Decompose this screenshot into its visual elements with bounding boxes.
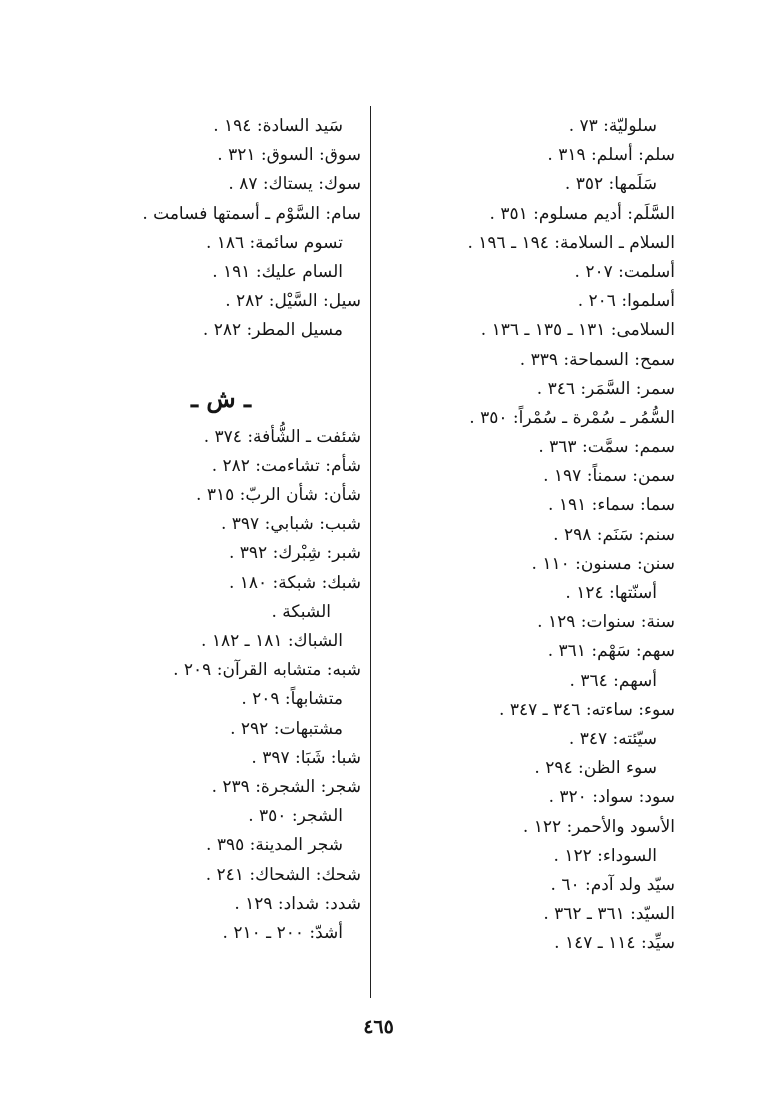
index-entry: سمن: سمناً: ١٩٧ . bbox=[543, 466, 675, 487]
index-entry: سلم: أسلم: ٣١٩ . bbox=[547, 145, 675, 166]
index-entry: أسنّتها: ١٢٤ . bbox=[565, 583, 657, 603]
index-entry: سمح: السماحة: ٣٣٩ . bbox=[519, 349, 675, 370]
index-entry: شئفت ـ الشُّأفة: ٣٧٤ . bbox=[203, 426, 361, 447]
page-number: ٤٦٥ bbox=[363, 1016, 394, 1038]
index-entry: السوداء: ١٢٢ . bbox=[553, 845, 657, 866]
index-group-seen bbox=[101, 112, 361, 346]
index-group-sheen bbox=[101, 423, 361, 948]
index-entry: سَيد السادة: ١٩٤ . bbox=[213, 116, 343, 136]
index-entry: الأسود والأحمر: ١٢٢ . bbox=[522, 816, 675, 837]
index-entry: سهم: سَهْم: ٣٦١ . bbox=[547, 641, 675, 662]
index-entry: شأن: شأن الربّ: ٣١٥ . bbox=[196, 485, 361, 506]
index-entry: مسيل المطر: ٢٨٢ . bbox=[202, 320, 343, 341]
index-entry: سنن: مسنون: ١١٠ . bbox=[531, 553, 675, 574]
index-entry: سَلَمها: ٣٥٢ . bbox=[564, 174, 657, 195]
index-entry: الشجر: ٣٥٠ . bbox=[248, 806, 343, 827]
index-entry: سام: السَّوْم ـ أسمتها فسامت . bbox=[142, 203, 361, 224]
index-entry: سوك: يستاك: ٨٧ . bbox=[228, 174, 361, 195]
index-entry: مشتبهات: ٢٩٢ . bbox=[230, 718, 343, 739]
index-entry: شجر المدينة: ٣٩٥ . bbox=[206, 835, 343, 856]
index-entry: أسلمت: ٢٠٧ . bbox=[574, 261, 675, 282]
index-entry: الشباك: ١٨١ ـ ١٨٢ . bbox=[201, 631, 343, 651]
index-entry: سنة: سنوات: ١٢٩ . bbox=[537, 612, 675, 633]
index-entry: سوء الظن: ٢٩٤ . bbox=[534, 758, 657, 779]
index-entry: سوق: السوق: ٣٢١ . bbox=[217, 145, 361, 166]
index-entry: سيّئته: ٣٤٧ . bbox=[568, 728, 657, 749]
index-entry: أشدّ: ٢٠٠ ـ ٢١٠ . bbox=[222, 922, 343, 943]
index-entry: السلام ـ السلامة: ١٩٤ ـ ١٩٦ . bbox=[467, 232, 675, 253]
index-entry: شجر: الشجرة: ٢٣٩ . bbox=[211, 776, 361, 797]
index-entry: شدد: شداد: ١٢٩ . bbox=[234, 893, 361, 914]
index-entry: أسهم: ٣٦٤ . bbox=[569, 670, 657, 691]
index-entry: شحك: الشحاك: ٢٤١ . bbox=[205, 864, 361, 885]
index-entry: الشبكة . bbox=[271, 601, 331, 622]
index-entry: شبا: شَبَا: ٣٩٧ . bbox=[251, 747, 361, 768]
index-entry: شبك: شبكة: ١٨٠ . bbox=[228, 572, 361, 593]
index-entry: سمم: سمَّت: ٣٦٣ . bbox=[538, 437, 675, 458]
index-entry: السُّمُر ـ سُمْرة ـ سُمْراً: ٣٥٠ . bbox=[469, 407, 675, 428]
index-entry: سود: سواد: ٣٢٠ . bbox=[548, 787, 675, 808]
index-entry: متشابهاً: ٢٠٩ . bbox=[241, 689, 343, 710]
index-entry: شأم: تشاءمت: ٢٨٢ . bbox=[211, 455, 361, 476]
index-entry: شبه: متشابه القرآن: ٢٠٩ . bbox=[173, 660, 361, 681]
index-column-right bbox=[375, 112, 675, 958]
index-entry: السام عليك: ١٩١ . bbox=[212, 261, 343, 282]
index-entry: سيل: السَّيْل: ٢٨٢ . bbox=[225, 291, 361, 312]
index-entry: سنم: سَنَم: ٢٩٨ . bbox=[553, 524, 675, 545]
index-entry: السَّلَم: أديم مسلوم: ٣٥١ . bbox=[489, 203, 675, 224]
index-entry: سما: سماء: ١٩١ . bbox=[548, 495, 675, 516]
index-entry: شبر: شِبْرك: ٣٩٢ . bbox=[228, 543, 361, 564]
section-heading: ـ ش ـ bbox=[190, 383, 252, 413]
index-entry: سيّد ولد آدم: ٦٠ . bbox=[550, 874, 675, 895]
index-entry: شبب: شبابي: ٣٩٧ . bbox=[220, 514, 361, 535]
index-entry: سيِّد: ١١٤ ـ ١٤٧ . bbox=[554, 933, 675, 954]
index-entry: سمر: السَّمَر: ٣٤٦ . bbox=[536, 378, 675, 399]
blank-line bbox=[101, 346, 361, 375]
index-entry: تسوم سائمة: ١٨٦ . bbox=[205, 232, 343, 253]
index-entry: السيّد: ٣٦١ ـ ٣٦٢ . bbox=[543, 904, 675, 925]
index-entry: سلوليّة: ٧٣ . bbox=[568, 116, 657, 136]
index-entry: السلامى: ١٣١ ـ ١٣٥ ـ ١٣٦ . bbox=[480, 320, 675, 341]
index-column-left bbox=[101, 112, 361, 948]
column-divider bbox=[370, 106, 371, 998]
index-entry: سوء: ساءته: ٣٤٦ ـ ٣٤٧ . bbox=[499, 699, 675, 720]
index-entry: أسلموا: ٢٠٦ . bbox=[577, 291, 675, 312]
